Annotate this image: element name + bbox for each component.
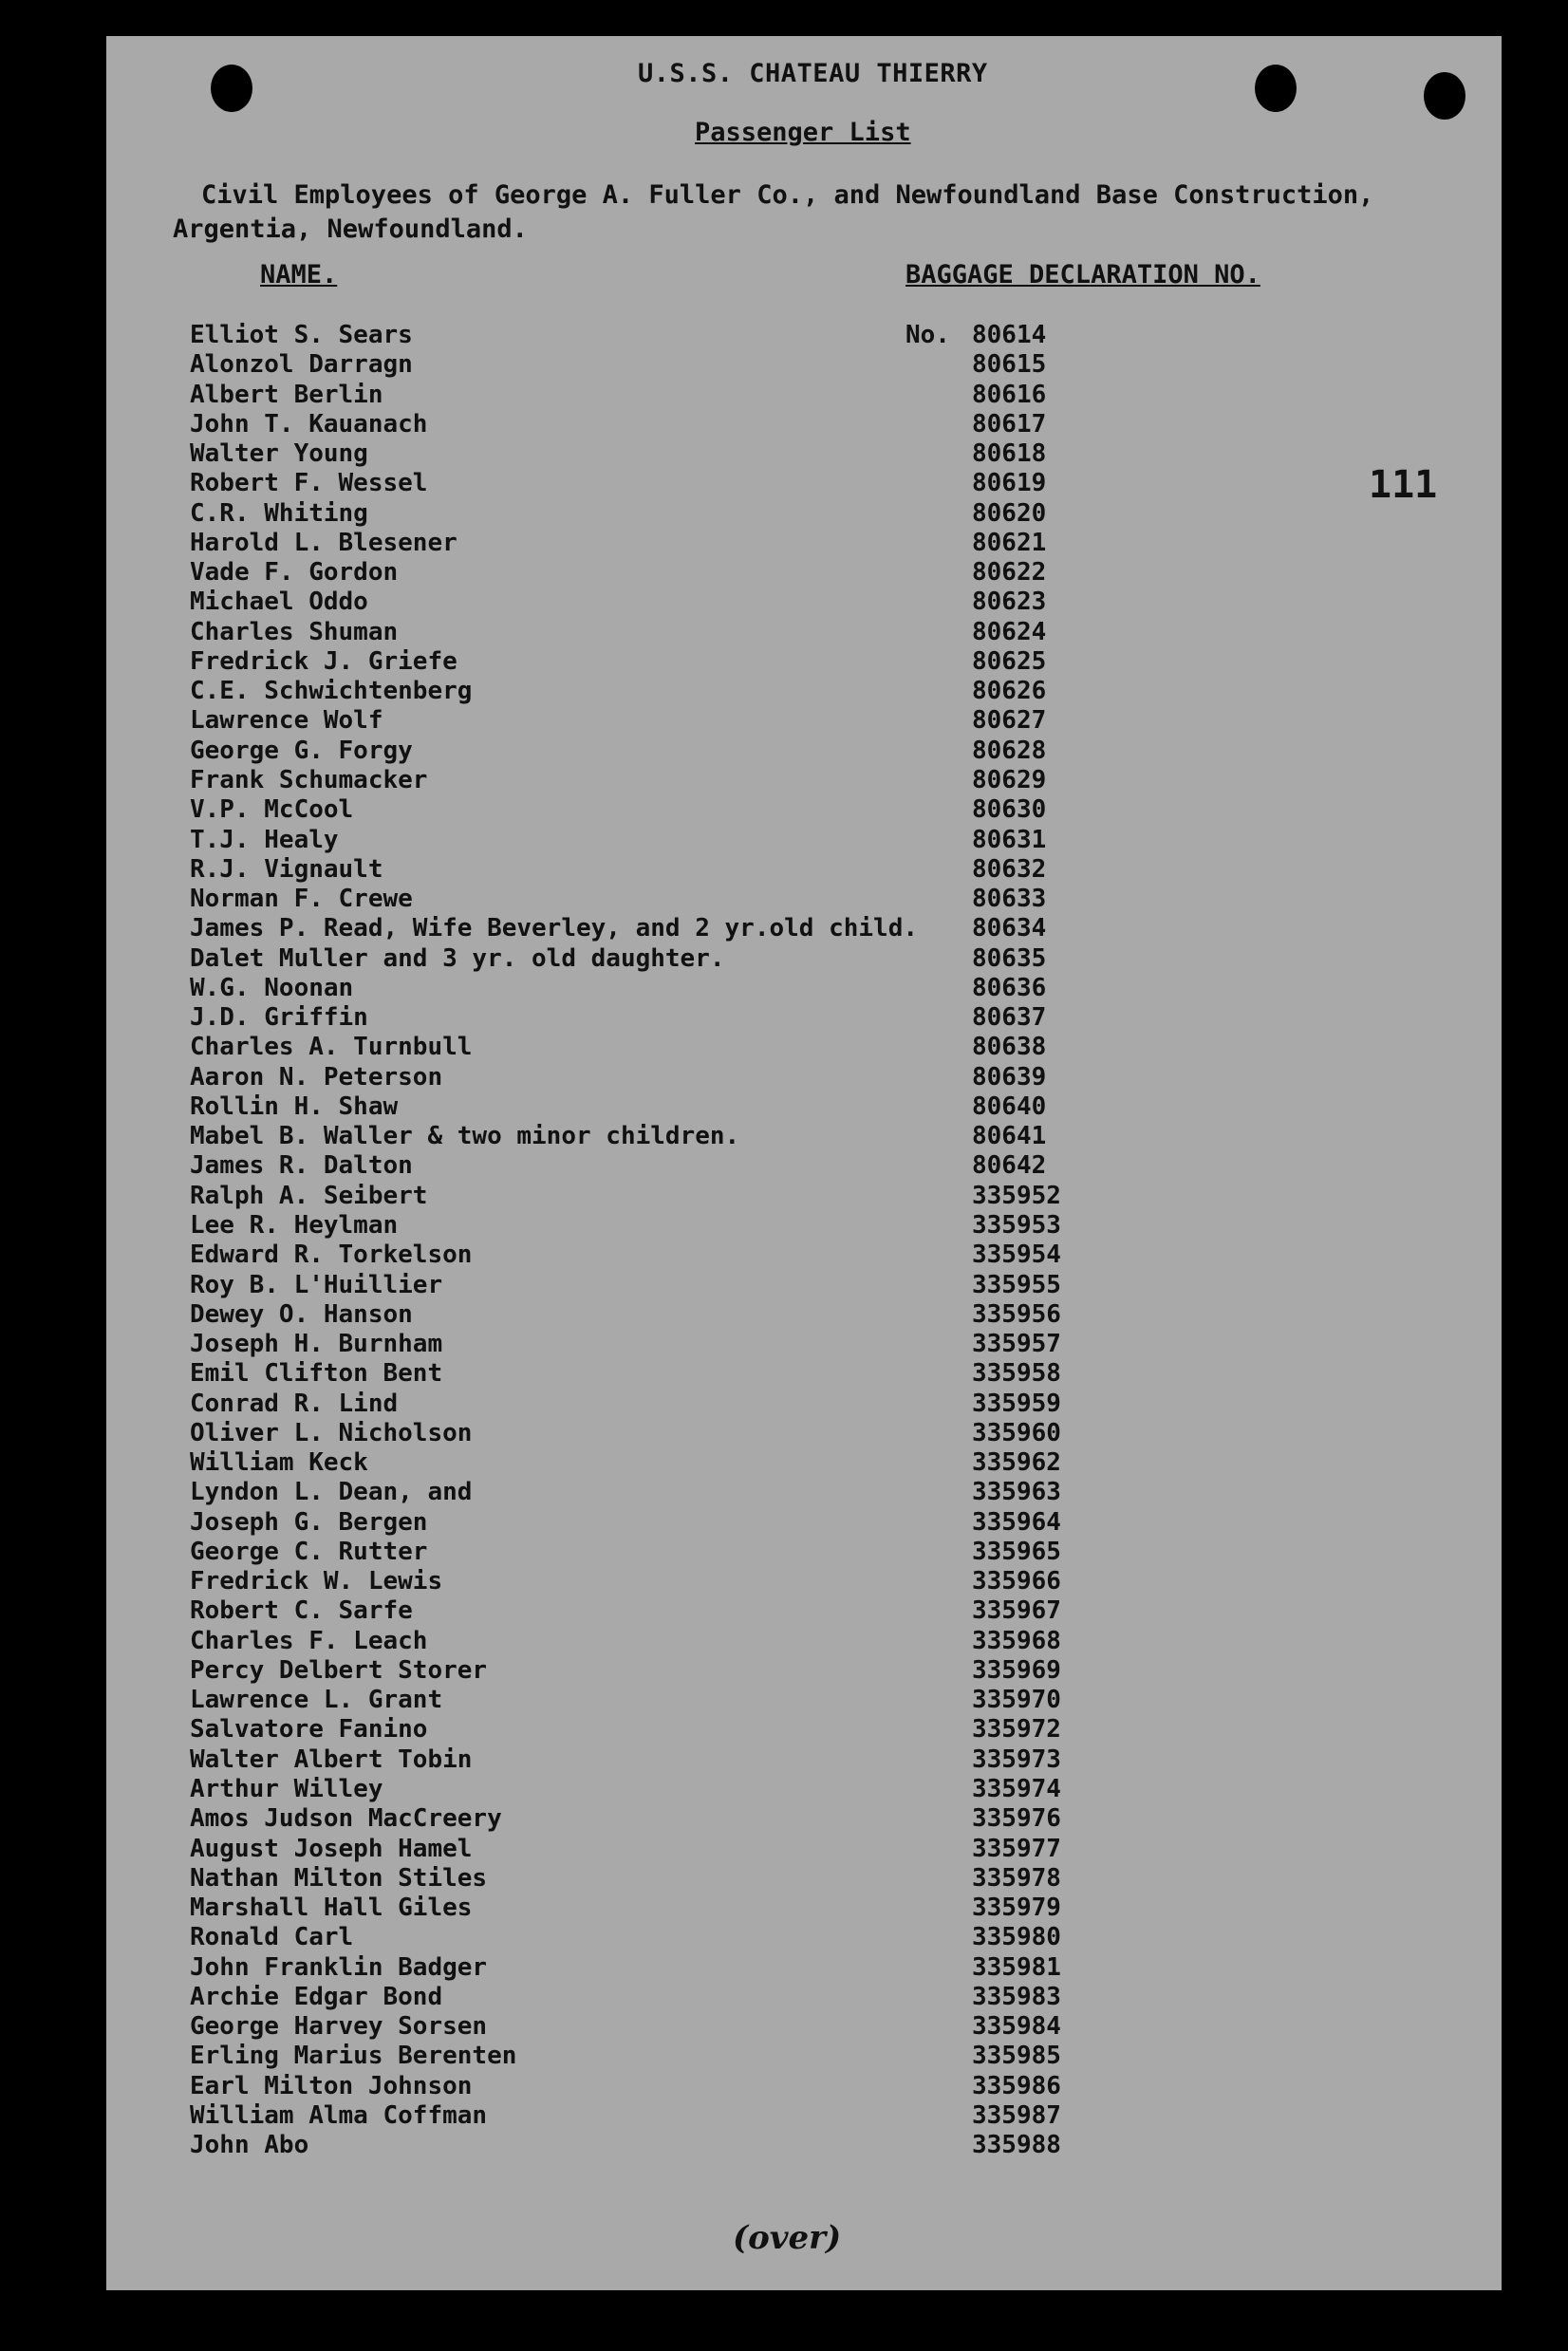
list-title: Passenger List xyxy=(695,118,911,147)
passenger-name: Marshall Hall Giles xyxy=(190,1894,473,1923)
passenger-row xyxy=(106,1775,1502,1804)
baggage-number: 80624 xyxy=(972,617,1047,646)
handwritten-note: (over) xyxy=(733,2219,842,2257)
passenger-row xyxy=(106,439,1502,469)
passenger-name: Dewey O. Hanson xyxy=(190,1299,413,1329)
baggage-number: 335958 xyxy=(972,1359,1061,1389)
passenger-name: C.E. Schwichtenberg xyxy=(190,677,473,706)
passenger-row xyxy=(106,1627,1502,1656)
passenger-name: Elliot S. Sears xyxy=(190,321,413,349)
passenger-name: Archie Edgar Bond xyxy=(190,1982,443,2011)
passenger-row xyxy=(106,1211,1502,1241)
ship-name: U.S.S. CHATEAU THIERRY xyxy=(638,59,988,88)
passenger-row xyxy=(106,1241,1502,1270)
passenger-name: W.G. Noonan xyxy=(190,973,354,1002)
baggage-number: 335986 xyxy=(972,2071,1061,2100)
baggage-number: 80641 xyxy=(972,1122,1047,1151)
punch-hole xyxy=(1255,65,1297,112)
baggage-number: 335968 xyxy=(972,1626,1061,1655)
passenger-row xyxy=(106,737,1502,766)
passenger-name: James R. Dalton xyxy=(190,1151,413,1181)
passenger-name: Joseph G. Bergen xyxy=(190,1507,428,1537)
passenger-name: Robert F. Wessel xyxy=(190,469,428,498)
passenger-name: Lawrence L. Grant xyxy=(190,1686,443,1715)
baggage-number: 335981 xyxy=(972,1952,1061,1982)
baggage-number: 80619 xyxy=(972,469,1047,498)
passenger-row xyxy=(106,1003,1502,1033)
passenger-row xyxy=(106,706,1502,736)
baggage-number: 80635 xyxy=(972,943,1047,973)
passenger-name: J.D. Griffin xyxy=(190,1003,368,1033)
passenger-name: Michael Oddo xyxy=(190,588,368,617)
passenger-name: Harold L. Blesener xyxy=(190,528,457,557)
passenger-name: Amos Judson MacCreery xyxy=(190,1804,502,1834)
passenger-row xyxy=(106,647,1502,677)
passenger-row xyxy=(106,558,1502,588)
baggage-number: 335957 xyxy=(972,1330,1061,1359)
passenger-row xyxy=(106,1033,1502,1062)
baggage-number: 80620 xyxy=(972,498,1047,528)
passenger-name: Walter Albert Tobin xyxy=(190,1745,473,1774)
baggage-number: 80636 xyxy=(972,973,1047,1002)
passenger-row xyxy=(106,1122,1502,1151)
passenger-name: George G. Forgy xyxy=(190,736,413,765)
baggage-number: 80640 xyxy=(972,1092,1047,1121)
baggage-number: 335965 xyxy=(972,1537,1061,1566)
baggage-number: 80622 xyxy=(972,558,1047,588)
passenger-name: Ralph A. Seibert xyxy=(190,1181,428,1210)
passenger-name: Emil Clifton Bent xyxy=(190,1359,443,1389)
baggage-number: 80631 xyxy=(972,825,1047,854)
passenger-name: George Harvey Sorsen xyxy=(190,2012,488,2042)
passenger-name: C.R. Whiting xyxy=(190,498,368,528)
passenger-name: Walter Young xyxy=(190,439,368,469)
passenger-row xyxy=(106,2131,1502,2160)
passenger-name: Rollin H. Shaw xyxy=(190,1092,399,1121)
baggage-number: 335954 xyxy=(972,1241,1061,1270)
column-header-baggage: BAGGAGE DECLARATION NO. xyxy=(905,260,1260,289)
baggage-number: 80614 xyxy=(972,321,1047,349)
passenger-name: Joseph H. Burnham xyxy=(190,1330,443,1359)
baggage-number: 80621 xyxy=(972,528,1047,557)
passenger-row xyxy=(106,1359,1502,1389)
baggage-number: 335976 xyxy=(972,1804,1061,1834)
passenger-name: William Alma Coffman xyxy=(190,2100,488,2130)
passenger-name: James P. Read, Wife Beverley, and 2 yr.old child. xyxy=(190,914,919,943)
passenger-name: John Abo xyxy=(190,2131,309,2160)
passenger-row xyxy=(106,1063,1502,1092)
passenger-row xyxy=(106,1745,1502,1775)
passenger-name: Edward R. Torkelson xyxy=(190,1241,473,1270)
passenger-row xyxy=(106,1151,1502,1181)
passenger-row xyxy=(106,1804,1502,1834)
passenger-row xyxy=(106,1271,1502,1300)
intro-text xyxy=(173,178,1397,247)
passenger-name: Roy B. L'Huillier xyxy=(190,1270,443,1299)
passenger-row xyxy=(106,2101,1502,2131)
passenger-row xyxy=(106,1478,1502,1507)
baggage-number: 80634 xyxy=(972,914,1047,943)
passenger-name: Percy Delbert Storer xyxy=(190,1655,488,1685)
passenger-row xyxy=(106,1390,1502,1419)
baggage-number: 335987 xyxy=(972,2100,1061,2130)
passenger-row xyxy=(106,914,1502,943)
passenger-row xyxy=(106,1567,1502,1596)
passenger-name: Lawrence Wolf xyxy=(190,706,383,736)
baggage-number: 335967 xyxy=(972,1596,1061,1626)
baggage-number: 335963 xyxy=(972,1478,1061,1507)
passenger-row xyxy=(106,1538,1502,1567)
baggage-number: 335956 xyxy=(972,1299,1061,1329)
passenger-name: Lee R. Heylman xyxy=(190,1210,399,1240)
baggage-number: 335970 xyxy=(972,1686,1061,1715)
passenger-row xyxy=(106,469,1502,498)
passenger-row xyxy=(106,410,1502,439)
passenger-row xyxy=(106,1596,1502,1626)
passenger-row xyxy=(106,2072,1502,2101)
baggage-number: 335980 xyxy=(972,1923,1061,1952)
passenger-name: August Joseph Hamel xyxy=(190,1834,473,1863)
baggage-number: 335988 xyxy=(972,2131,1061,2160)
passenger-row xyxy=(106,1953,1502,1983)
passenger-name: Earl Milton Johnson xyxy=(190,2071,473,2100)
column-header-name: NAME. xyxy=(260,260,338,289)
passenger-name: Fredrick J. Griefe xyxy=(190,646,457,676)
baggage-number: 335952 xyxy=(972,1181,1061,1210)
baggage-number: 335979 xyxy=(972,1894,1061,1923)
passenger-row xyxy=(106,1419,1502,1448)
passenger-name: Charles A. Turnbull xyxy=(190,1033,473,1062)
passenger-row xyxy=(106,1330,1502,1359)
passenger-row xyxy=(106,1656,1502,1686)
baggage-number: 80628 xyxy=(972,736,1047,765)
passenger-name: Erling Marius Berenten xyxy=(190,2042,517,2071)
baggage-number: 80642 xyxy=(972,1151,1047,1181)
passenger-name: Albert Berlin xyxy=(190,380,383,409)
passenger-name: Ronald Carl xyxy=(190,1923,354,1952)
baggage-number: 335953 xyxy=(972,1210,1061,1240)
baggage-number: 80639 xyxy=(972,1062,1047,1092)
passenger-name: Mabel B. Waller & two minor children. xyxy=(190,1122,740,1151)
passenger-name: Robert C. Sarfe xyxy=(190,1596,413,1626)
baggage-number: 80625 xyxy=(972,646,1047,676)
passenger-row xyxy=(106,381,1502,410)
passenger-row xyxy=(106,1300,1502,1330)
passenger-row xyxy=(106,618,1502,647)
baggage-number: 80632 xyxy=(972,854,1047,884)
passenger-name: Arthur Willey xyxy=(190,1775,383,1804)
passenger-row xyxy=(106,855,1502,885)
passenger-name: Charles Shuman xyxy=(190,617,399,646)
passenger-name: Lyndon L. Dean, and xyxy=(190,1478,473,1507)
passenger-name: Fredrick W. Lewis xyxy=(190,1567,443,1596)
passenger-name: Alonzol Darragn xyxy=(190,350,413,380)
passenger-row xyxy=(106,1508,1502,1538)
passenger-name: Oliver L. Nicholson xyxy=(190,1418,473,1447)
baggage-number: 80627 xyxy=(972,706,1047,736)
baggage-number: 335969 xyxy=(972,1655,1061,1685)
baggage-number: 80630 xyxy=(972,795,1047,825)
baggage-number: 335959 xyxy=(972,1389,1061,1418)
baggage-number: 335974 xyxy=(972,1775,1061,1804)
baggage-number: 80617 xyxy=(972,409,1047,438)
number-prefix: No. xyxy=(905,321,950,349)
passenger-row xyxy=(106,944,1502,974)
passenger-name: John Franklin Badger xyxy=(190,1952,488,1982)
passenger-row xyxy=(106,677,1502,706)
passenger-row xyxy=(106,795,1502,825)
passenger-row xyxy=(106,529,1502,558)
baggage-number: 335978 xyxy=(972,1863,1061,1893)
passenger-row xyxy=(106,1715,1502,1745)
passenger-row xyxy=(106,1923,1502,1952)
baggage-number: 80629 xyxy=(972,765,1047,794)
intro-line-2: Argentia, Newfoundland. xyxy=(173,215,528,244)
passenger-row xyxy=(106,1092,1502,1122)
baggage-number: 80623 xyxy=(972,588,1047,617)
baggage-number: 80615 xyxy=(972,350,1047,380)
baggage-number: 80637 xyxy=(972,1003,1047,1033)
passenger-name: Aaron N. Peterson xyxy=(190,1062,443,1092)
punch-hole xyxy=(1424,72,1465,120)
passenger-name: Frank Schumacker xyxy=(190,765,428,794)
baggage-number: 335962 xyxy=(972,1448,1061,1478)
passenger-row xyxy=(106,826,1502,855)
intro-line-1: Civil Employees of George A. Fuller Co., and Newfoundland Base Construction, xyxy=(201,180,1374,210)
baggage-number: 335973 xyxy=(972,1745,1061,1774)
punch-hole xyxy=(211,65,252,112)
passenger-row xyxy=(106,766,1502,795)
baggage-number: 335985 xyxy=(972,2042,1061,2071)
baggage-number: 335972 xyxy=(972,1715,1061,1745)
passenger-name: T.J. Healy xyxy=(190,825,339,854)
baggage-number: 80633 xyxy=(972,885,1047,914)
passenger-row xyxy=(106,1864,1502,1894)
passenger-row xyxy=(106,1686,1502,1715)
document-page xyxy=(106,36,1502,2290)
passenger-row xyxy=(106,350,1502,380)
passenger-name: Norman F. Crewe xyxy=(190,885,413,914)
passenger-row xyxy=(106,885,1502,914)
baggage-number: 335966 xyxy=(972,1567,1061,1596)
passenger-row xyxy=(106,1448,1502,1478)
passenger-list xyxy=(106,321,1502,2160)
passenger-name: Salvatore Fanino xyxy=(190,1715,428,1745)
passenger-row xyxy=(106,1182,1502,1211)
passenger-row xyxy=(106,1983,1502,2012)
passenger-name: Vade F. Gordon xyxy=(190,558,399,588)
passenger-row xyxy=(106,2042,1502,2071)
baggage-number: 335977 xyxy=(972,1834,1061,1863)
passenger-row xyxy=(106,1835,1502,1864)
passenger-name: Nathan Milton Stiles xyxy=(190,1863,488,1893)
passenger-name: John T. Kauanach xyxy=(190,409,428,438)
baggage-number: 80638 xyxy=(972,1033,1047,1062)
passenger-name: Dalet Muller and 3 yr. old daughter. xyxy=(190,943,725,973)
passenger-row xyxy=(106,499,1502,529)
baggage-number: 335964 xyxy=(972,1507,1061,1537)
passenger-name: William Keck xyxy=(190,1448,368,1478)
passenger-row xyxy=(106,1894,1502,1923)
baggage-number: 80616 xyxy=(972,380,1047,409)
page-number: 111 xyxy=(1369,463,1438,507)
passenger-row xyxy=(106,588,1502,617)
passenger-row xyxy=(106,321,1502,350)
passenger-name: Charles F. Leach xyxy=(190,1626,428,1655)
baggage-number: 80626 xyxy=(972,677,1047,706)
passenger-row xyxy=(106,2012,1502,2042)
passenger-name: Conrad R. Lind xyxy=(190,1389,399,1418)
passenger-row xyxy=(106,974,1502,1003)
baggage-number: 80618 xyxy=(972,439,1047,469)
passenger-name: R.J. Vignault xyxy=(190,854,383,884)
passenger-name: George C. Rutter xyxy=(190,1537,428,1566)
passenger-name: V.P. McCool xyxy=(190,795,354,825)
baggage-number: 335984 xyxy=(972,2012,1061,2042)
baggage-number: 335960 xyxy=(972,1418,1061,1447)
baggage-number: 335983 xyxy=(972,1982,1061,2011)
baggage-number: 335955 xyxy=(972,1270,1061,1299)
